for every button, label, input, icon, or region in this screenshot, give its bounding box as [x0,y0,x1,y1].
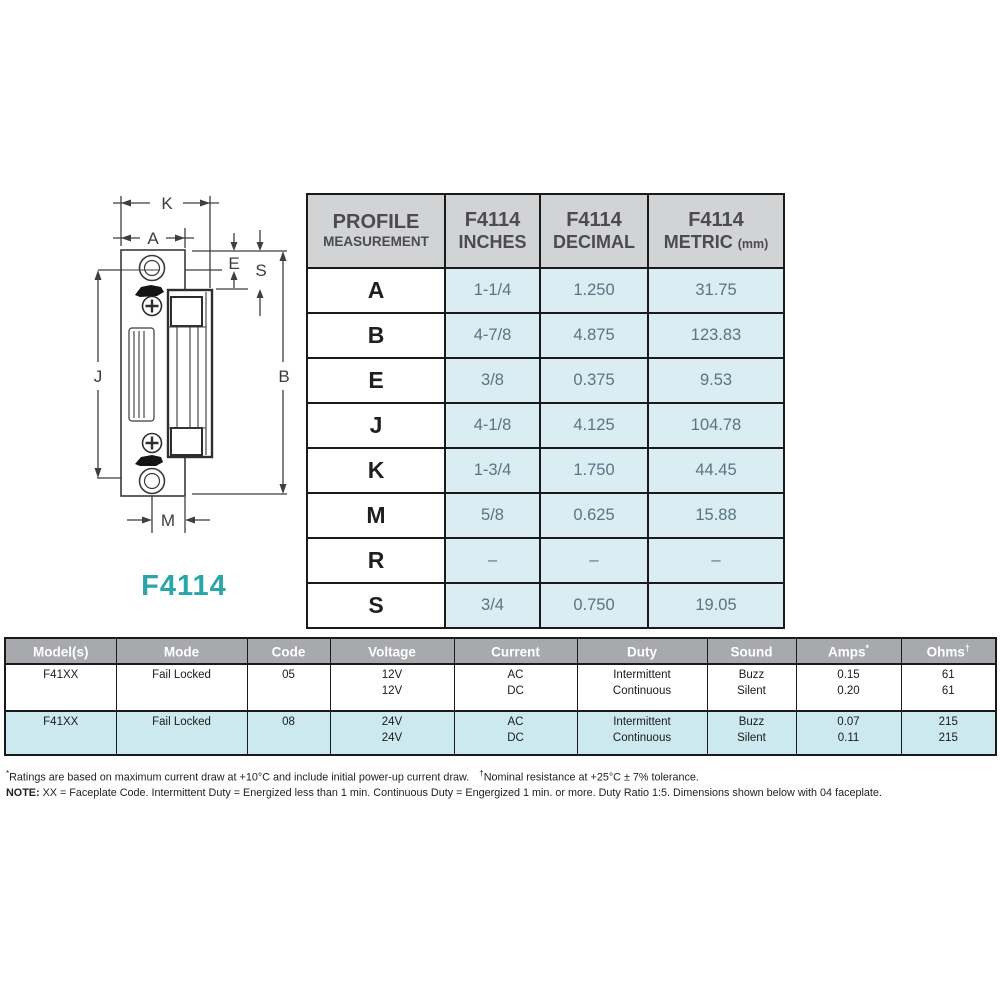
spec-header-ohms: Ohms† [901,638,996,664]
profile-measurement-table [306,193,785,629]
spec-model: F41XX [5,711,116,755]
profile-row-R [307,538,784,583]
profile-row-B [307,313,784,358]
strike-body-drawing [98,250,212,496]
spec-sound: Buzz Silent [707,711,796,755]
dim-label-B: B [278,367,290,386]
spec-header-duty: Duty [577,638,707,664]
profile-letter: S [307,583,445,628]
footnote-ratings: *Ratings are based on maximum current draw at +10°C and include initial power-up current draw. †Nominal resistance at +25°C ± 7% tolerance. [6,769,699,784]
dim-label-K: K [161,194,173,213]
profile-decimal: 0.750 [540,583,648,628]
model-number-label: F4114 [141,570,227,602]
profile-inches: 1-3/4 [445,448,540,493]
dim-label-S: S [255,261,267,280]
spec-amps: 0.07 0.11 [796,711,901,755]
spec-header-mode: Mode [116,638,247,664]
latch-pocket [129,328,154,421]
profile-header-decimal: F4114 DECIMAL [540,194,648,268]
profile-decimal: 1.750 [540,448,648,493]
profile-decimal: 4.125 [540,403,648,448]
profile-decimal: 0.375 [540,358,648,403]
spec-code: 08 [247,711,330,755]
profile-inches: 1-1/4 [445,268,540,313]
spec-header-voltage: Voltage [330,638,454,664]
profile-header-metric: F4114 METRIC (mm) [648,194,784,268]
spec-model: F41XX [5,664,116,711]
profile-row-M [307,493,784,538]
spec-header-code: Code [247,638,330,664]
electrical-spec-table [4,637,997,756]
profile-metric: 31.75 [648,268,784,313]
profile-decimal: – [540,538,648,583]
profile-letter: M [307,493,445,538]
profile-inches: – [445,538,540,583]
spec-sound: Buzz Silent [707,664,796,711]
keeper-top [171,297,202,326]
profile-row-J [307,403,784,448]
spec-header-model: Model(s) [5,638,116,664]
profile-metric: 44.45 [648,448,784,493]
profile-decimal: 1.250 [540,268,648,313]
dim-label-J: J [93,367,103,386]
spec-amps: 0.15 0.20 [796,664,901,711]
profile-letter: A [307,268,445,313]
spec-code: 05 [247,664,330,711]
spec-row-08 [5,711,996,755]
profile-inches: 5/8 [445,493,540,538]
spec-current: AC DC [454,711,577,755]
spec-header-amps: Amps* [796,638,901,664]
footnotes [6,768,994,801]
dim-label-E: E [228,254,240,273]
dim-label-M: M [160,511,176,530]
spec-ohms: 61 61 [901,664,996,711]
profile-metric: 19.05 [648,583,784,628]
profile-letter: J [307,403,445,448]
profile-row-S [307,583,784,628]
spec-current: AC DC [454,664,577,711]
profile-metric: 9.53 [648,358,784,403]
keeper-bottom [171,428,202,455]
spec-voltage: 12V 12V [330,664,454,711]
footnote-note: NOTE: XX = Faceplate Code. Intermittent Duty = Energized less than 1 min. Continuous Duty = Engergized 1 min. or more. Duty Ratio 1:5. Dimensions shown below with 04 faceplate. [6,786,882,799]
spec-row-05 [5,664,996,711]
spec-header-current: Current [454,638,577,664]
profile-metric: 123.83 [648,313,784,358]
profile-letter: R [307,538,445,583]
phillips-screw-bottom [143,434,162,453]
profile-row-K [307,448,784,493]
profile-row-A [307,268,784,313]
profile-inches: 3/4 [445,583,540,628]
profile-inches: 4-1/8 [445,403,540,448]
spec-voltage: 24V 24V [330,711,454,755]
profile-decimal: 0.625 [540,493,648,538]
profile-decimal: 4.875 [540,313,648,358]
phillips-screw-top [143,297,162,316]
spec-duty: Intermittent Continuous [577,664,707,711]
profile-letter: B [307,313,445,358]
spec-ohms: 215 215 [901,711,996,755]
spec-duty: Intermittent Continuous [577,711,707,755]
profile-letter: K [307,448,445,493]
profile-header-inches: F4114 INCHES [445,194,540,268]
profile-metric: 104.78 [648,403,784,448]
spec-mode: Fail Locked [116,664,247,711]
dim-label-A: A [147,229,159,248]
spec-header-sound: Sound [707,638,796,664]
profile-inches: 4-7/8 [445,313,540,358]
profile-row-E [307,358,784,403]
profile-letter: E [307,358,445,403]
profile-metric: – [648,538,784,583]
spec-mode: Fail Locked [116,711,247,755]
profile-metric: 15.88 [648,493,784,538]
profile-inches: 3/8 [445,358,540,403]
profile-header-measurement: PROFILE MEASUREMENT [307,194,445,268]
